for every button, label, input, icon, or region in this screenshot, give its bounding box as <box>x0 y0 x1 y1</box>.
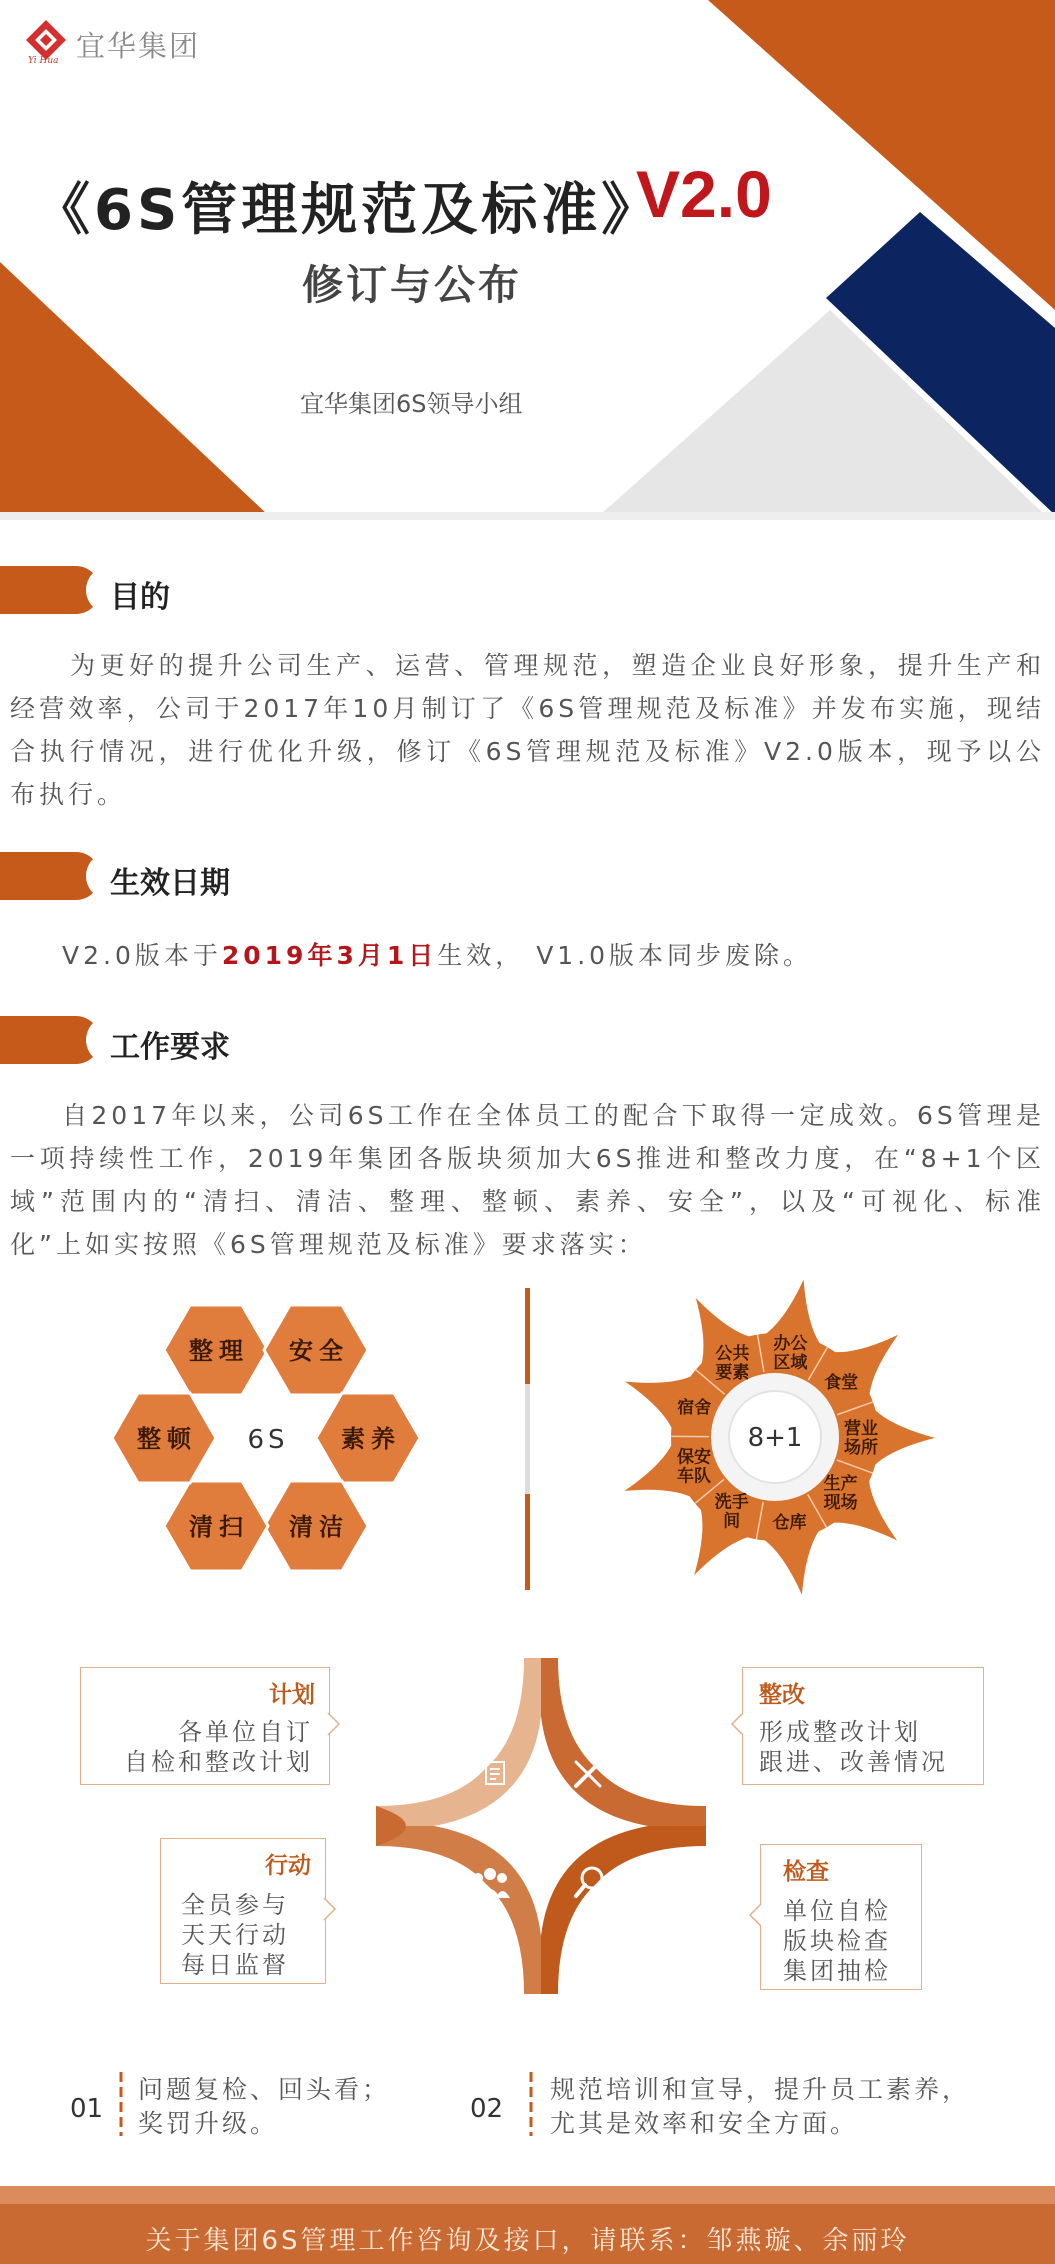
star-area-label-7-2: 车队 <box>677 1466 711 1487</box>
title-version: V2.0 <box>636 157 772 231</box>
hexagon-label-2: 安全 <box>289 1337 349 1365</box>
hexagon-label-6: 整顿 <box>137 1425 197 1453</box>
hexagon-label-5: 清扫 <box>189 1513 249 1541</box>
purpose-text: 为更好的提升公司生产、运营、管理规范，塑造企业良好形象，提升生产和经营效率，公司于2017年10月制订了《6S管理规范及标准》并发布实施，现结合执行情况，进行优化升级，修订《6S管理规范及标准》V2.0版本，现予以公布执行。 <box>10 651 1045 809</box>
section-title-effective: 生效日期 <box>110 866 230 901</box>
page-subtitle: 修订与公布 <box>302 261 522 309</box>
star-area-label-3-1: 营业 <box>844 1419 878 1439</box>
plan-line-1: 各单位自订 <box>178 1718 313 1746</box>
effective-text-after: 生效， V1.0版本同步废除。 <box>437 941 813 970</box>
point-divider-1 <box>118 2072 124 2136</box>
effective-date: 2019年3月1日 <box>221 941 438 970</box>
author-group: 宜华集团6S领导小组 <box>300 390 523 418</box>
star-area-label-2-1: 食堂 <box>824 1373 859 1394</box>
point-1-line-2: 奖罚升级。 <box>138 2109 279 2138</box>
check-line-1: 单位自检 <box>783 1897 891 1925</box>
star-area-label-5-1: 仓库 <box>772 1512 807 1533</box>
cycle-center <box>434 1716 648 1936</box>
star-area-label-1-1: 办公 <box>773 1333 808 1354</box>
point-2-line-1: 规范培训和宣导，提升员工素养， <box>550 2075 971 2104</box>
section-bar-purpose <box>0 566 100 614</box>
check-line-2: 版块检查 <box>783 1927 891 1955</box>
star-area-label-4-2: 现场 <box>823 1493 858 1514</box>
star-area-label-8-1: 宿舍 <box>677 1398 712 1419</box>
fix-box-arrow <box>730 1712 744 1736</box>
hexagon-label-3: 素养 <box>341 1425 401 1453</box>
effective-text-before: V2.0版本于 <box>62 941 222 970</box>
plan-box-arrow <box>327 1712 341 1736</box>
action-line-1: 全员参与 <box>181 1891 289 1919</box>
plan-box <box>80 1667 330 1785</box>
plan-line-2: 自检和整改计划 <box>124 1748 313 1776</box>
star-area-label-9-1: 公共 <box>715 1343 750 1364</box>
plan-title: 计划 <box>269 1682 315 1708</box>
point-1-line-1: 问题复检、回头看； <box>138 2075 391 2104</box>
hero-banner <box>0 0 1055 520</box>
star-area-label-3-2: 场所 <box>844 1438 878 1458</box>
star-area-label-6-1: 洗手 <box>714 1492 749 1513</box>
action-line-2: 天天行动 <box>181 1921 289 1949</box>
section-bar-effective <box>0 852 100 900</box>
hexagon-label-4: 清洁 <box>289 1513 349 1541</box>
logo-text: 宜华集团 <box>76 29 201 63</box>
check-box <box>760 1844 922 1990</box>
hexagon-6s-diagram <box>110 1290 430 1580</box>
action-box-arrow <box>323 1897 337 1921</box>
action-line-3: 每日监督 <box>181 1951 289 1979</box>
star-area-label-1-2: 区域 <box>773 1352 808 1373</box>
footer-band <box>0 2186 1055 2204</box>
check-line-3: 集团抽检 <box>783 1957 891 1985</box>
area-star-diagram <box>600 1262 950 1612</box>
requirements-text: 自2017年以来，公司6S工作在全体员工的配合下取得一定成效。6S管理是一项持续性工作，2019年集团各版块须加大6S推进和整改力度，在“8+1个区域”范围内的“清扫、清洁、整理、整顿、素养、安全”，以及“可视化、标准化”上如实按照《6S管理规范及标准》要求落实： <box>10 1101 1045 1259</box>
page-title: 《6S管理规范及标准》 <box>34 178 662 243</box>
point-number-1: 01 <box>70 2094 104 2124</box>
fix-line-2: 跟进、改善情况 <box>759 1748 948 1776</box>
point-2-line-2: 尤其是效率和安全方面。 <box>550 2109 859 2138</box>
check-box-arrow <box>748 1903 762 1927</box>
footer-bar <box>0 2186 1055 2264</box>
footer-contact-text: 关于集团6S管理工作咨询及接口，请联系：邹燕璇、余丽玲 <box>145 2226 910 2256</box>
star-area-label-4-1: 生产 <box>823 1474 858 1495</box>
action-box <box>160 1838 326 1984</box>
star-area-label-6-2: 间 <box>723 1511 741 1532</box>
effective-text <box>10 934 1052 977</box>
hero-background <box>0 0 1055 520</box>
point-number-2: 02 <box>470 2094 504 2124</box>
center-divider <box>524 1288 532 1590</box>
point-divider-2 <box>528 2072 534 2136</box>
fix-title: 整改 <box>759 1682 805 1708</box>
pdca-cycle-graphic <box>376 1658 706 1994</box>
left-orange-shape <box>0 262 268 515</box>
check-title: 检查 <box>783 1859 829 1885</box>
section-title-requirements: 工作要求 <box>110 1030 230 1065</box>
star-area-label-9-2: 要素 <box>715 1362 750 1383</box>
logo-subtext: Yi Hua <box>28 56 59 66</box>
action-title: 行动 <box>265 1853 311 1879</box>
section-title-purpose: 目的 <box>110 580 170 615</box>
section-bar-requirements <box>0 1016 100 1064</box>
star-center-label: 8+1 <box>747 1423 803 1453</box>
fix-box <box>742 1667 984 1785</box>
star-area-label-7-1: 保安 <box>677 1447 711 1468</box>
hexagon-center-label: 6S <box>247 1425 289 1455</box>
hexagon-label-1: 整理 <box>189 1337 249 1365</box>
fix-line-1: 形成整改计划 <box>759 1718 921 1746</box>
hero-divider <box>0 512 1055 520</box>
